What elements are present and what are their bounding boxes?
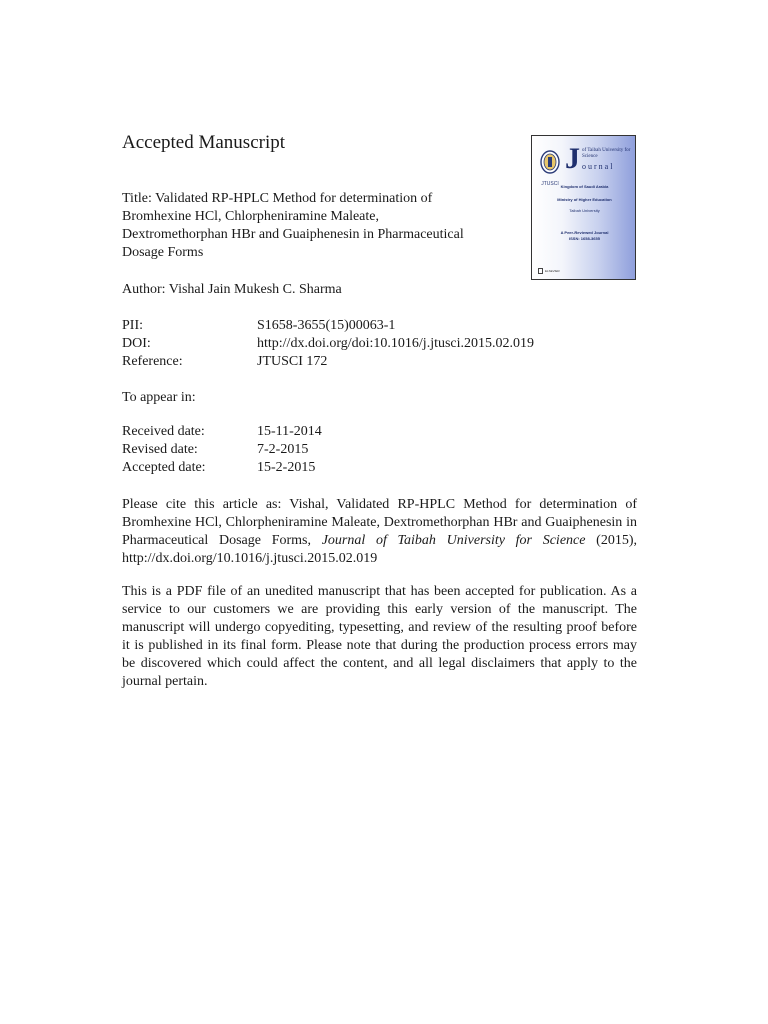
accepted-row [122, 459, 642, 477]
publisher-label: ELSEVIER [545, 269, 560, 273]
title-line: Title: Validated RP-HPLC Method for determination of [122, 191, 433, 206]
identifier-table [122, 317, 642, 371]
disclaimer-paragraph: This is a PDF file of an unedited manuscript that has been accepted for publication. As a service to our customers we are providing this early version of the manuscript. The manuscript will undergo copyediting, typesetting, and review of the resulting proof before it is published in its final form. Please note that during the production process errors may be discovered which could affect the content, and all legal disclaimers that apply to the journal pertain. [122, 584, 637, 689]
citation-paragraph [122, 496, 637, 568]
reference-value: JTUSCI 172 [257, 354, 328, 369]
pii-row [122, 317, 642, 335]
author-line: Author: Vishal Jain Mukesh C. Sharma [122, 282, 342, 297]
publisher-tree-icon [538, 268, 543, 274]
to-appear-label: To appear in: [122, 390, 196, 405]
cover-line-peer-reviewed: A Peer-Reviewed Journal [560, 230, 609, 235]
accepted-label: Accepted date: [122, 460, 206, 475]
cover-title-small: of Taibah University for Science [582, 148, 631, 159]
logo-label: JTUSCI [541, 181, 559, 187]
title-line: Dextromethorphan HBr and Guaiphenesin in Pharmaceutical [122, 227, 464, 242]
revised-value: 7-2-2015 [257, 442, 309, 457]
cover-title-big: ournal [582, 162, 615, 171]
journal-cover-image [531, 135, 636, 280]
article-title [122, 190, 502, 262]
title-line: Dosage Forms [122, 245, 204, 260]
accepted-value: 15-2-2015 [257, 460, 316, 475]
journal-seal-icon [538, 150, 562, 176]
dates-table [122, 423, 642, 477]
citation-text: Please cite this article as: Vishal, Validated RP-HPLC Method for determination of Bromhexine HCl, Chlorpheniramine Maleate, Dextromethorphan HBr and Guaiphenesin in Pharmaceutical Dosage Forms, [122, 497, 637, 548]
journal-logo [538, 150, 562, 187]
received-label: Received date: [122, 424, 205, 439]
doi-label: DOI: [122, 336, 151, 351]
cover-line-issn: ISSN: 1658-3655 [569, 236, 600, 241]
page-title: Accepted Manuscript [122, 132, 286, 153]
citation-suffix: (2015), http://dx.doi.org/10.1016/j.jtusci.2015.02.019 [122, 533, 638, 566]
cover-big-letter: J [565, 142, 580, 175]
reference-row [122, 353, 642, 371]
received-value: 15-11-2014 [257, 424, 322, 439]
pii-label: PII: [122, 318, 143, 333]
cover-line-university: Taibah University [569, 208, 600, 213]
revised-row [122, 441, 642, 459]
cover-line-kingdom: Kingdom of Saudi Arabia [560, 184, 609, 189]
cover-line-ministry: Ministry of Higher Education [557, 197, 612, 202]
doi-link[interactable]: http://dx.doi.org/doi:10.1016/j.jtusci.2015.02.019 [257, 336, 535, 351]
received-row [122, 423, 642, 441]
citation-journal: Journal of Taibah University for Science [321, 533, 586, 548]
pii-value: S1658-3655(15)00063-1 [257, 318, 396, 333]
doi-row [122, 335, 642, 353]
revised-label: Revised date: [122, 442, 198, 457]
reference-label: Reference: [122, 354, 183, 369]
title-line: Bromhexine HCl, Chlorpheniramine Maleate, [122, 209, 379, 224]
